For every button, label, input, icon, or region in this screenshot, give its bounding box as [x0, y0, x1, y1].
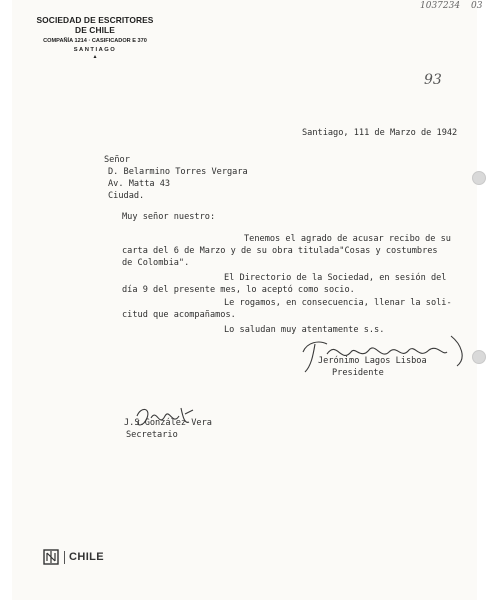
- recipient-city: Ciudad.: [108, 191, 145, 201]
- archive-extra: 03: [470, 1, 483, 11]
- library-emblem-icon: [42, 548, 60, 566]
- archive-id: 1037234: [420, 1, 461, 11]
- page-number: 93: [424, 72, 442, 88]
- letter-sheet: [12, 0, 483, 600]
- recipient-name: D. Belarmino Torres Vergara: [108, 167, 248, 177]
- greeting: Muy señor nuestro:: [122, 212, 216, 222]
- punch-hole-bottom: [472, 350, 486, 364]
- closing: Lo saludan muy atentamente s.s.: [224, 325, 385, 335]
- body-p2-line1: El Directorio de la Sociedad, en sesión del: [224, 273, 447, 283]
- letterhead-ornament-icon: ▴: [93, 54, 97, 60]
- signer2-role: Secretario: [126, 430, 178, 440]
- org-city: SANTIAGO: [73, 47, 117, 53]
- signer1-role: Presidente: [332, 368, 384, 378]
- body-p1-line2: carta del 6 de Marzo y de su obra titulada"Cosas y costumbres: [122, 246, 438, 256]
- footer-logo: [42, 544, 152, 570]
- body-p2-line2: día 9 del presente mes, lo aceptó como socio.: [122, 285, 355, 295]
- body-p3-line2: citud que acompañamos.: [122, 310, 236, 320]
- salutation-title: Señor: [104, 155, 130, 165]
- archive-number: [420, 1, 482, 11]
- letter-date: Santiago, 111 de Marzo de 1942: [302, 128, 458, 138]
- letterhead: [26, 15, 164, 61]
- signer2-name: J.S.González Vera: [124, 418, 212, 428]
- org-name-line2: DE CHILE: [75, 25, 115, 35]
- body-p1-line3: de Colombia".: [122, 258, 190, 268]
- signer1-name: Jerónimo Lagos Lisboa: [318, 356, 427, 366]
- body-p3-line1: Le rogamos, en consecuencia, llenar la soli-: [224, 298, 452, 308]
- recipient-address: Av. Matta 43: [108, 179, 171, 189]
- punch-hole-top: [472, 171, 486, 185]
- footer-brand: CHILE: [69, 551, 104, 563]
- signature-president-icon: [297, 330, 473, 374]
- footer-divider: [64, 551, 65, 564]
- body-p1-line1: Tenemos el agrado de acusar recibo de su: [244, 234, 451, 244]
- org-address: COMPAÑÍA 1214 · CASIFICADOR E 370: [43, 38, 147, 44]
- org-name-line1: SOCIEDAD DE ESCRITORES: [36, 15, 154, 25]
